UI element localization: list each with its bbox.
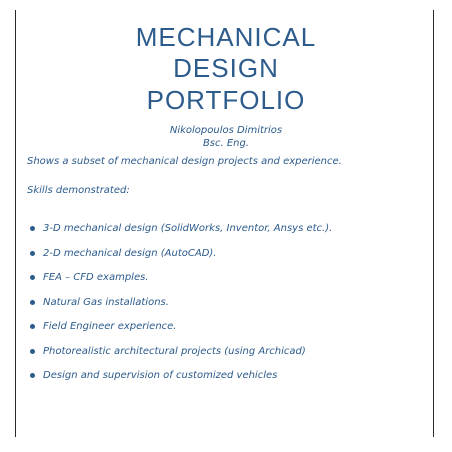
bullet-icon [30, 300, 35, 305]
skill-text: 3-D mechanical design (SolidWorks, Inventor, Ansys etc.). [43, 223, 333, 234]
skill-text: Field Engineer experience. [43, 321, 177, 332]
title-line-3: PORTFOLIO [146, 85, 306, 115]
bullet-icon [30, 226, 35, 231]
skill-text: 2-D mechanical design (AutoCAD). [43, 247, 217, 259]
bullet-icon [30, 324, 35, 329]
author-degree: Bsc. Eng. [202, 138, 250, 149]
skill-text: Design and supervision of customized vehicles [43, 370, 278, 381]
bullet-icon [30, 251, 35, 256]
portfolio-summary: Shows a subset of mechanical design projects and experience. [27, 156, 342, 167]
title-line-1: MECHANICAL [135, 22, 317, 52]
title-line-2: DESIGN [173, 53, 279, 83]
skill-text: Photorealistic architectural projects (using Archicad) [43, 345, 306, 357]
bullet-icon [30, 275, 35, 280]
bullet-icon [30, 373, 35, 378]
author-name: Nikolopoulos Dimitrios [169, 125, 283, 136]
bullet-icon [30, 349, 35, 354]
skill-text: FEA – CFD examples. [43, 272, 149, 283]
skill-text: Natural Gas installations. [43, 296, 169, 308]
skills-heading: Skills demonstrated: [27, 185, 130, 196]
